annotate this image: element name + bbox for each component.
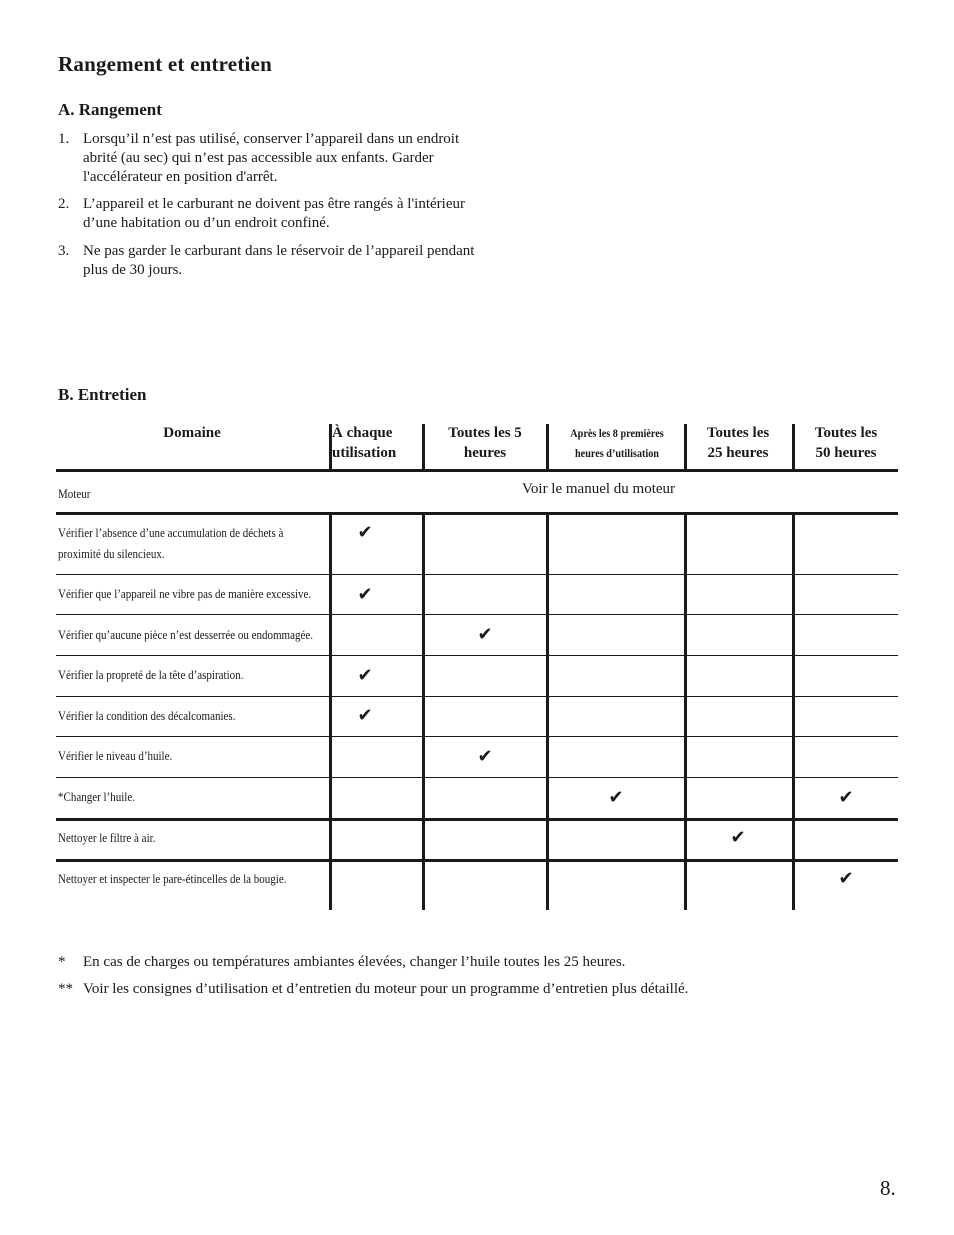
storage-item-text: Ne pas garder le carburant dans le réservoir de l’appareil pendant plus de 30 jours. <box>83 243 475 278</box>
footnote <box>58 979 688 999</box>
check-mark: ✔ <box>477 746 493 767</box>
column-divider <box>422 424 425 470</box>
column-divider <box>684 424 687 470</box>
table-header-rule <box>56 469 898 472</box>
check-mark: ✔ <box>357 665 373 686</box>
task-label: Vérifier la condition des décalcomanies. <box>58 709 236 723</box>
footnote <box>58 952 625 972</box>
storage-item-number: 3. <box>58 243 70 259</box>
check-mark: ✔ <box>477 624 493 645</box>
page-number: 8. <box>880 1176 896 1200</box>
storage-item <box>58 242 478 280</box>
column-header-25-hours: Toutes les 25 heures <box>706 425 770 461</box>
task-label: Vérifier l’absence d’une accumulation de déchets à proximité du silencieux. <box>58 526 284 561</box>
table-row-rule <box>56 614 898 615</box>
engine-row-label: Moteur <box>58 487 91 501</box>
task-label: Nettoyer le filtre à air. <box>58 831 156 845</box>
column-divider <box>792 424 795 470</box>
task-label: Vérifier que l’appareil ne vibre pas de manière excessive. <box>58 587 312 601</box>
task-label: Vérifier le niveau d’huile. <box>58 749 173 763</box>
column-header-domain: Domaine <box>163 425 221 441</box>
table-row-rule <box>56 696 898 697</box>
task-label: Vérifier la propreté de la tête d’aspiration. <box>58 668 244 682</box>
task-label: Nettoyer et inspecter le pare-étincelles de la bougie. <box>58 872 287 886</box>
maintenance-heading: B. Entretien <box>58 385 147 404</box>
table-row-rule <box>56 818 898 821</box>
column-divider <box>546 424 549 470</box>
footnote-text: En cas de charges ou températures ambiantes élevées, changer l’huile toutes les 25 heures. <box>83 954 626 970</box>
check-mark: ✔ <box>838 868 854 889</box>
storage-heading: A. Rangement <box>58 100 162 119</box>
storage-item <box>58 195 478 233</box>
check-mark: ✔ <box>357 522 373 543</box>
column-divider <box>329 424 332 470</box>
storage-item-number: 1. <box>58 131 70 147</box>
storage-item-text: L’appareil et le carburant ne doivent pas être rangés à l'intérieur d’une habitation ou d’un endroit confiné. <box>83 196 465 231</box>
table-row-rule <box>56 574 898 575</box>
table-row-rule <box>56 777 898 778</box>
check-mark: ✔ <box>357 705 373 726</box>
table-row-rule <box>56 859 898 862</box>
storage-item-text: Lorsqu’il n’est pas utilisé, conserver l’appareil dans un endroit abrité (au sec) qui n’est pas accessible aux enfants. Garder l'accélérateur en position d'arrêt. <box>83 131 460 185</box>
table-row-rule <box>56 736 898 737</box>
footnote-text: Voir les consignes d’utilisation et d’entretien du moteur pour un programme d’entretien plus détaillé. <box>83 981 689 997</box>
check-mark: ✔ <box>838 787 854 808</box>
check-mark: ✔ <box>608 787 624 808</box>
engine-row-note: Voir le manuel du moteur <box>522 481 676 497</box>
column-header-50-hours: Toutes les 50 heures <box>814 425 878 461</box>
page-title: Rangement et entretien <box>58 52 272 76</box>
footnote-mark: * <box>58 954 66 970</box>
storage-item <box>58 130 478 187</box>
check-mark: ✔ <box>730 827 746 848</box>
storage-item-number: 2. <box>58 196 70 212</box>
check-mark: ✔ <box>357 584 373 605</box>
column-header-5-hours: Toutes les 5 heures <box>448 425 522 461</box>
task-label: *Changer l’huile. <box>58 790 135 804</box>
footnote-mark: ** <box>58 981 73 997</box>
column-header-first-8-hours: Après les 8 premières heures d’utilisation <box>570 426 664 460</box>
table-row-rule <box>56 512 898 515</box>
column-header-each-use: À chaque utilisation <box>332 425 397 461</box>
table-row-rule <box>56 655 898 656</box>
task-label: Vérifier qu’aucune pièce n’est desserrée ou endommagée. <box>58 628 314 642</box>
